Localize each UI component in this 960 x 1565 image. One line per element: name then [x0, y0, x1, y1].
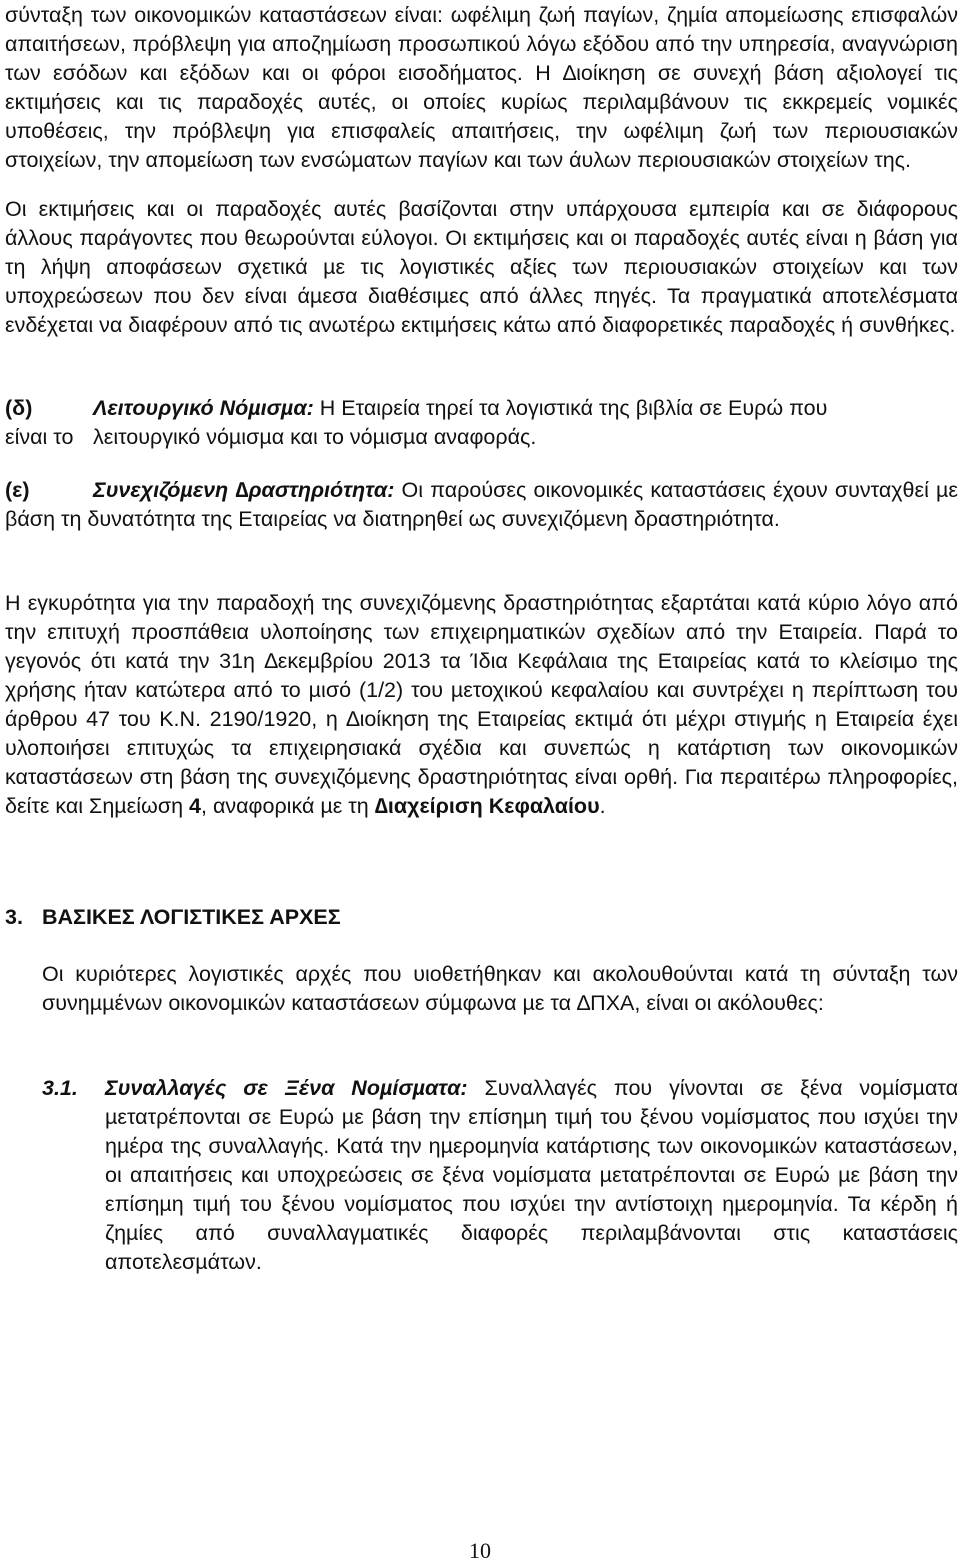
going-concern-validity-text: Η εγκυρότητα για την παραδοχή της συνεχιζόµενης δραστηριότητας εξαρτάται κατά κύριο λόγο από την επιτυχή προσπάθεια υλοποίησης των επιχειρηµατικών σχεδίων από την Εταιρεία. Παρά το γεγονός ότι κατά την 31η ∆εκεµβρίου 2013 τα Ίδια Κεφάλαια της Εταιρείας κατά το κλείσιµο της χρήσης ήταν κατώτερα από το µισό (1/2) του µετοχικού κεφαλαίου και συντρέχει η περίπτωση του άρθρου 47 του Κ.Ν. 2190/1920, η ∆ιοίκηση της Εταιρείας εκτιµά ότι µέχρι στιγµής η Εταιρεία έχει υλοποιήσει επιτυχώς τα επιχειρησιακά σχέδια και συνεπώς η κατάρτιση των οικονοµικών καταστάσεων στη βάση της συνεχιζόµενης δραστηριότητας είναι ορθή. Για περαιτέρω πληροφορίες, δείτε και Σηµείωση	[5, 591, 958, 818]
going-concern-text: Οι παρούσες οικονοµικές καταστάσεις έχουν συνταχθεί µε βάση τη δυνατότητα της Εταιρείας να διατηρηθεί ως συνεχιζόµενη δραστηριότητα.	[5, 478, 959, 531]
going-concern-validity-end: .	[599, 794, 606, 818]
going-concern-title: Συνεχιζόµενη ∆ραστηριότητα:	[93, 478, 395, 502]
going-concern-paragraph	[5, 476, 958, 534]
section-title: ΒΑΣΙΚΕΣ ΛΟΓΙΣΤΙΚΕΣ ΑΡΧΕΣ	[42, 905, 341, 929]
foreign-currency-paragraph	[105, 1074, 958, 1277]
functional-currency-text2: λειτουργικό νόµισµα και το νόµισµα αναφοράς.	[93, 425, 537, 449]
paragraph-section-intro: Οι κυριότερες λογιστικές αρχές που υιοθετήθηκαν και ακολουθούνται κατά τη σύνταξη των συνηµµένων οικονοµικών καταστάσεων σύµφωνα µε τα ∆ΠΧΑ, είναι οι ακόλουθες:	[42, 962, 958, 1015]
subsection-number: 3.1.	[42, 1076, 78, 1100]
functional-currency-line1	[93, 394, 958, 423]
note-number: 4	[189, 794, 201, 818]
going-concern-validity-mid: , αναφορικά µε τη	[201, 794, 375, 818]
section-number: 3.	[5, 905, 23, 929]
foreign-currency-text: Συναλλαγές που γίνονται σε ξένα νοµίσµατα µετατρέπονται σε Ευρώ µε βάση την επίσηµη τιµή του ξένου νοµίσµατος που ισχύει την ηµέρα της συναλλαγής. Κατά την ηµεροµηνία κατάρτισης των οικονοµικών καταστάσεων, οι απαιτήσεις και υποχρεώσεις σε ξένα νοµίσµατα µετατρέπονται σε Ευρώ µε βάση την επίσηµη τιµή του ξένου νοµίσµατος που ισχύει την αντίστοιχη ηµεροµηνία. Τα κέρδη ή ζηµίες από συναλλαγµατικές διαφορές περιλαµβάνονται στις καταστάσεις αποτελεσµάτων.	[105, 1076, 958, 1274]
page-number: 10	[469, 1538, 491, 1563]
functional-currency-prefix: είναι το	[5, 425, 74, 449]
item-label-d: (δ)	[5, 396, 33, 420]
foreign-currency-title: Συναλλαγές σε Ξένα Νοµίσµατα:	[105, 1076, 468, 1100]
functional-currency-title: Λειτουργικό Νόµισµα:	[93, 396, 314, 420]
note-reference: ∆ιαχείριση Κεφαλαίου	[374, 794, 600, 818]
paragraph-estimates: σύνταξη των οικονοµικών καταστάσεων είναι: ωφέλιµη ζωή παγίων, ζηµία αποµείωσης επισφαλών απαιτήσεων, πρόβλεψη για αποζηµίωση προσωπικού λόγω εξόδου από την υπηρεσία, αναγνώριση των εσόδων και εξόδων και οι φόροι εισοδήµατος. Η ∆ιοίκηση σε συνεχή βάση αξιολογεί τις εκτιµήσεις και τις παραδοχές αυτές, οι οποίες κυρίως περιλαµβάνουν τις εκκρεµείς νοµικές υποθέσεις, την πρόβλεψη για επισφαλείς απαιτήσεις, την ωφέλιµη ζωή των περιουσιακών στοιχείων, την αποµείωση των ενσώµατων παγίων και των άυλων περιουσιακών στοιχείων της.	[5, 3, 958, 172]
functional-currency-text1: Η Εταιρεία τηρεί τα λογιστικά της βιβλία σε Ευρώ που	[319, 396, 828, 420]
paragraph-going-concern-validity	[5, 589, 958, 821]
item-label-e: (ε)	[5, 478, 30, 502]
section-heading	[5, 903, 341, 932]
paragraph-assumptions: Οι εκτιµήσεις και οι παραδοχές αυτές βασίζονται στην υπάρχουσα εµπειρία και σε διάφορους άλλους παράγοντες που θεωρούνται εύλογοι. Οι εκτιµήσεις και οι παραδοχές αυτές είναι η βάση για τη λήψη αποφάσεων σχετικά µε τις λογιστικές αξίες των περιουσιακών στοιχείων και των υποχρεώσεων που δεν είναι άµεσα διαθέσιµες από άλλες πηγές. Τα πραγµατικά αποτελέσµατα ενδέχεται να διαφέρουν από τις ανωτέρω εκτιµήσεις κάτω από διαφορετικές παραδοχές ή συνθήκες.	[5, 197, 958, 337]
